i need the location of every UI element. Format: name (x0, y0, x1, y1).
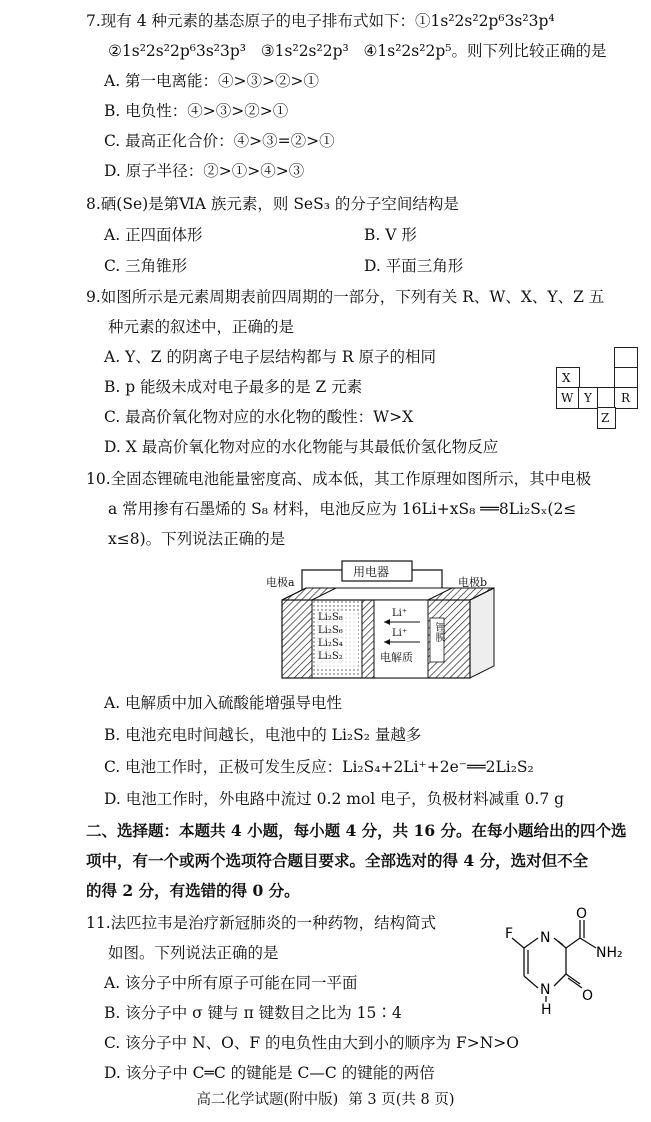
q11-option-c: C. 该分子中 N、O、F 的电负性由大到小的顺序为 F>N>O (104, 1034, 519, 1052)
q8-option-c: C. 三角锥形 (104, 257, 188, 275)
q7-stem-line2 (108, 40, 606, 62)
table-label-y: Y (584, 391, 592, 405)
favipiravir-structure (496, 900, 636, 1015)
page-footer (0, 1090, 651, 1110)
lithium-film-label: 锂膜 (433, 622, 444, 642)
q10-option-d: D. 电池工作时，外电路中流过 0.2 mol 电子，负极材料减重 0.7 g (104, 790, 565, 808)
atom-f: F (505, 926, 514, 942)
q10-stem-line3: x≤8)。下列说法正确的是 (108, 530, 286, 548)
table-label-x: X (562, 371, 571, 385)
q10-stem-line2: a 常用掺有石墨烯的 S₈ 材料，电池反应为 16Li+xS₈ ══8Li₂Sₓ(2≤ (108, 500, 577, 518)
ion-label-1: Li⁺ (392, 608, 408, 619)
q7-stem-line1 (86, 10, 555, 32)
device-label: 用电器 (353, 565, 390, 579)
q10-option-c: C. 电池工作时，正极可发生反应：Li₂S₄+2Li⁺+2e⁻══2Li₂S₂ (104, 758, 534, 776)
q8-option-a: A. 正四面体形 (104, 226, 203, 244)
q10-option-a: A. 电解质中加入硫酸能增强导电性 (104, 694, 343, 712)
atom-n-bottom: N (540, 982, 551, 998)
table-cell-r2 (614, 367, 638, 389)
table-label-w: W (561, 391, 574, 405)
q8-stem: 8.硒(Se)是第ⅥA 族元素，则 SeS₃ 的分子空间结构是 (86, 195, 459, 213)
q8-option-d: D. 平面三角形 (364, 257, 464, 275)
atom-o-top: O (576, 906, 588, 922)
atom-n-top: N (540, 930, 551, 946)
q7-option-b: B. 电负性：④>③>②>① (104, 102, 289, 120)
species-1: Li₂S₈ (318, 612, 343, 623)
q9-stem-line1: 9.如图所示是元素周期表前四周期的一部分，下列有关 R、W、X、Y、Z 五 (86, 288, 605, 306)
species-2: Li₂S₆ (318, 625, 343, 636)
table-cell-r1 (614, 347, 638, 369)
q8-option-b: B. V 形 (364, 226, 417, 244)
footer-page: 第 3 页(共 8 页) (348, 1092, 455, 1108)
atom-o-bottom: O (582, 988, 594, 1004)
q7-stem-text: 7.现有 4 种元素的基态原子的电子排布式如下： (86, 12, 416, 30)
table-label-r: R (621, 391, 631, 405)
q10-stem-line1: 10.全固态锂硫电池能量密度高、成本低，其工作原理如图所示，其中电极 (86, 470, 592, 488)
q11-stem-line2: 如图。下列说法正确的是 (108, 944, 279, 962)
table-label-z: Z (601, 411, 610, 425)
section2-line1: 二、选择题：本题共 4 小题，每小题 4 分，共 16 分。在每小题给出的四个选 (86, 821, 627, 840)
q7-config-4: ④1s²2s²2p⁵ (363, 42, 452, 60)
q7-option-c: C. 最高正化合价：④>③=②>① (104, 132, 335, 150)
q7-stem-end: 。则下列比较正确的是 (451, 42, 607, 60)
q10-option-b: B. 电池充电时间越长，电池中的 Li₂S₂ 量越多 (104, 726, 422, 744)
species-4: Li₂S₂ (318, 651, 343, 662)
electrolyte-label: 电解质 (380, 651, 413, 664)
q7-option-d: D. 原子半径：②>①>④>③ (104, 162, 305, 180)
atom-nh2: NH₂ (596, 945, 623, 961)
q11-stem-line1: 11.法匹拉韦是治疗新冠肺炎的一种药物，结构简式 (86, 914, 437, 932)
separator (362, 600, 374, 678)
q7-config-2: ②1s²2s²2p⁶3s²3p³ (108, 42, 246, 60)
q11-option-a: A. 该分子中所有原子可能在同一平面 (104, 974, 358, 992)
electrode-a-block (282, 600, 312, 678)
q9-option-c: C. 最高价氧化物对应的水化物的酸性：W>X (104, 408, 414, 426)
q9-option-a: A. Y、Z 的阴离子电子层结构都与 R 原子的相同 (104, 348, 437, 366)
section2-line3: 的得 2 分，有选错的得 0 分。 (86, 881, 300, 900)
q7-config-3: ③1s²2s²2p³ (260, 42, 349, 60)
q7-config-1: ①1s²2s²2p⁶3s²3p⁴ (415, 12, 555, 30)
q9-option-b: B. p 能级未成对电子最多的是 Z 元素 (104, 378, 363, 396)
electrode-a-label: 电极a (266, 576, 295, 589)
q11-option-b: B. 该分子中 σ 键与 π 键数目之比为 15∶4 (104, 1004, 402, 1022)
electrode-b-label: 电极b (458, 576, 488, 589)
footer-title: 高二化学试题(附中版) (196, 1092, 339, 1108)
ion-label-2: Li⁺ (392, 628, 408, 639)
q11-option-d: D. 该分子中 C═C 的键能是 C—C 的键能的两倍 (104, 1064, 435, 1082)
q7-option-a: A. 第一电离能：④>③>②>① (104, 72, 320, 90)
q9-stem-line2: 种元素的叙述中，正确的是 (108, 318, 295, 336)
atom-h: H (541, 1002, 552, 1015)
cell-side-face (470, 588, 494, 678)
section2-line2: 项中，有一个或两个选项符合题目要求。全部选对的得 4 分，选对但不全 (86, 851, 589, 870)
species-3: Li₂S₄ (318, 638, 343, 649)
q9-option-d: D. X 最高价氧化物对应的水化物能与其最低价氢化物反应 (104, 438, 499, 456)
